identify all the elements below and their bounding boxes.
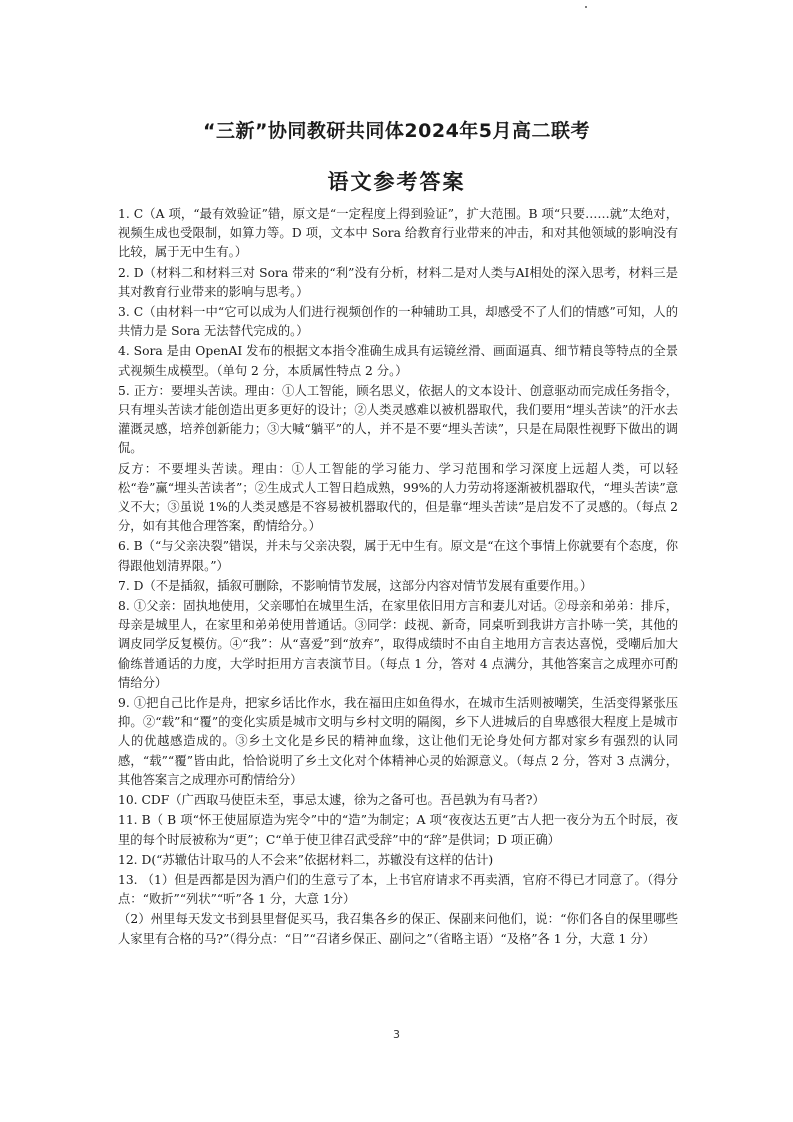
scan-dot	[585, 6, 587, 8]
answer-list	[118, 205, 678, 949]
page-number: 3	[393, 1028, 400, 1041]
answer-5-pro: 5. 正方：要埋头苦读。理由：①人工智能，顾名思义，依据人的文本设计、创意驱动而完成任务指令，只有埋头苦读才能创造出更多更好的设计；②人类灵感难以被机器取代，我们要用“埋头苦读”的汗水去灌溉灵感，培养创新能力；③大喊“躺平”的人，并不是不要“埋头苦读”，只是在局限性视野下做出的调侃。	[118, 383, 678, 456]
answer-7: 7. D（不是插叙，插叙可删除，不影响情节发展，这部分内容对情节发展有重要作用。）	[118, 578, 593, 593]
answer-6: 6. B（“与父亲决裂”错误，并未与父亲决裂，属于无中生有。原文是“在这个事情上你就要有个态度，你得跟他划清界限。”）	[118, 539, 679, 573]
answer-5-con: 反方：不要埋头苦读。理由：①人工智能的学习能力、学习范围和学习深度上远超人类，可以轻松“卷”赢“埋头苦读者”；②生成式人工智日趋成熟，99%的人力劳动将逐渐被机器取代，“埋头苦读”意义不大；③虽说 1%的人类灵感是不容易被机器取代的，但是靠“埋头苦读”是启发不了灵感的。（每点 2 分，如有其他合理答案，酌情给分。）	[118, 461, 678, 534]
answer-9: 9. ①把自己比作是舟，把家乡话比作水，我在福田庄如鱼得水，在城市生活则被嘲笑，生活变得紧张压抑。②“载”和“覆”的变化实质是城市文明与乡村文明的隔阂，乡下人进城后的自卑感很大程度上是城市人的优越感造成的。③乡土文化是乡民的精神血缘，这让他们无论身处何方都对家乡有强烈的认同感，“载”“覆”皆由此，恰恰说明了乡土文化对个体精神心灵的始源意义。（每点 2 分，答对 3 点满分，其他答案言之成理亦可酌情给分）	[118, 696, 678, 787]
answer-13-1: 13. （1）但是西都是因为酒户们的生意亏了本，上书官府请求不再卖酒，官府不得已才同意了。（得分点：“败折”“列状”“听”各 1 分，大意 1分）	[118, 872, 678, 907]
answer-key-heading: 语文参考答案	[327, 170, 466, 194]
answer-11: 11. B（ B 项“怀王使屈原造为宪令”中的“造”为制定；A 项“夜夜达五更”古人把一夜分为五个时辰，夜里的每个时辰被称为“更”；C“单于使卫律召武受辞”中的“辞”是供词；D 项正确）	[118, 813, 678, 847]
answer-10: 10. CDF（广西取马使臣未至，事忌太遽，徐为之备可也。吾邑孰为有马者?）	[118, 793, 545, 808]
answer-13-2: （2）州里每天发文书到县里督促买马，我召集各乡的保正、保副来问他们，说：“你们各自的保里哪些人家里有合格的马?”（得分点：“日”“召诸乡保正、副问之”（省略主语）“及格”各 1 分，大意 1 分）	[118, 912, 678, 946]
answer-3: 3. C（由材料一中“它可以成为人们进行视频创作的一种辅助工具，却感受不了人们的情感”可知，人的共情力是 Sora 无法替代完成的。）	[118, 305, 678, 339]
answer-1: 1. C（A 项，“最有效验证”错，原文是“一定程度上得到验证”，扩大范围。B 项“只要……就”太绝对，视频生成也受限制，如算力等。D 项，文本中 Sora 给教育行业带来的冲击，和对其他领域的影响没有比较，属于无中生有。）	[118, 207, 678, 260]
answer-8: 8. ①父亲：固执地使用，父亲哪怕在城里生活，在家里依旧用方言和妻儿对话。②母亲和弟弟：排斥，母亲是城里人，在家里和弟弟使用普通话。③同学：歧视、新奇，同桌听到我讲方言扑哧一笑，其他的调皮同学反复模仿。④“我”：从“喜爱”到“放弃”，取得成绩时不由自主地用方言表达喜悦，受嘲后加大偷练普通话的力度，大学时拒用方言表演节目。（每点 1 分，答对 4 点满分，其他答案言之成理亦可酌情给分）	[118, 599, 678, 690]
exam-title: “三新”协同教研共同体2024年5月高二联考	[202, 120, 591, 142]
answer-12: 12. D(“苏辙估计取马的人不会来”依据材料二，苏辙没有这样的估计)	[118, 852, 494, 867]
answer-2: 2. D（材料二和材料三对 Sora 带来的“利”没有分析，材料二是对人类与AI相处的深入思考，材料三是其对教育行业带来的影响与思考。）	[118, 265, 678, 299]
answer-4: 4. Sora 是由 OpenAI 发布的根据文本指令准确生成具有运镜丝滑、画面逼真、细节精良等特点的全景式视频生成模型。（单句 2 分，本质属性特点 2 分。）	[118, 344, 678, 378]
